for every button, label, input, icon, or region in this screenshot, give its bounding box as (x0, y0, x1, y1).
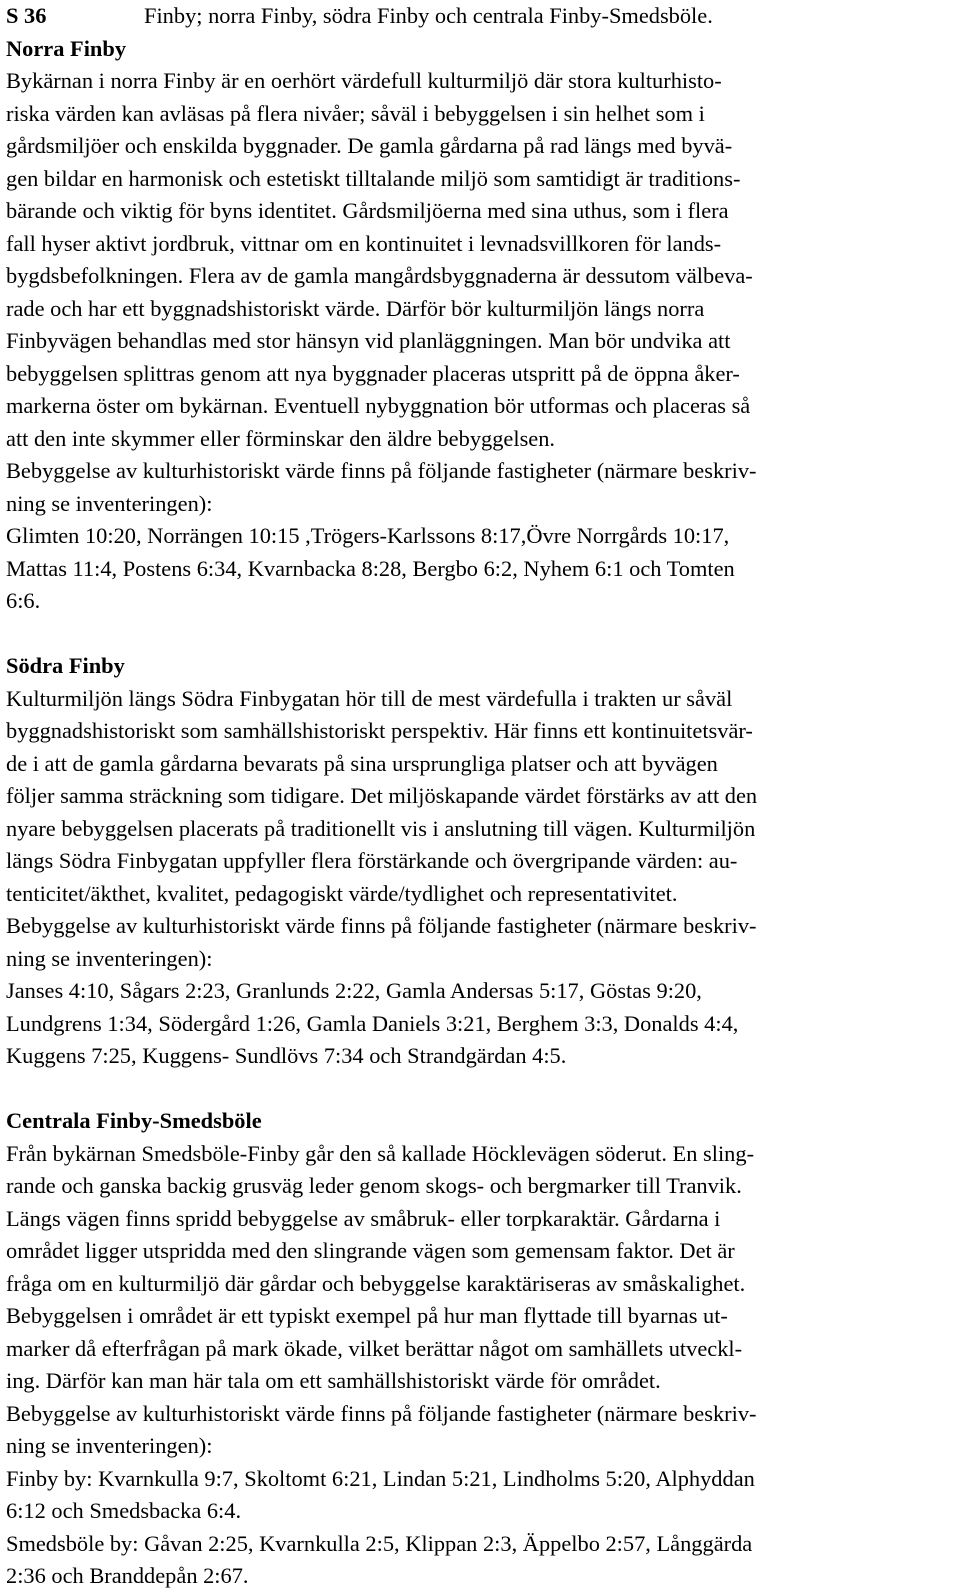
body-text-line: Bykärnan i norra Finby är en oerhört värdefull kulturmiljö där stora kulturhisto- (6, 68, 722, 93)
body-text-line: Smedsböle by: Gåvan 2:25, Kvarnkulla 2:5, Klippan 2:3, Äppelbo 2:57, Långgärda (6, 1530, 753, 1556)
body-text-line: Längs vägen finns spridd bebyggelse av småbruk- eller torpkaraktär. Gårdarna i (6, 1205, 721, 1231)
body-text-line: Glimten 10:20, Norrängen 10:15 ,Trögers-Karlssons 8:17,Övre Norrgårds 10:17, (6, 523, 730, 548)
document-page (6, 0, 950, 1593)
section-code: S 36 (6, 3, 47, 28)
document-body (6, 33, 950, 1593)
body-text-line: riska värden kan avläsas på flera nivåer; såväl i bebyggelsen i sin helhet som i (6, 100, 705, 126)
body-text-line: Kuggens 7:25, Kuggens- Sundlövs 7:34 och Strandgärdan 4:5. (6, 1043, 567, 1068)
body-text-line: ning se inventeringen): (6, 945, 213, 971)
body-text-line: Finbyvägen behandlas med stor hänsyn vid planläggningen. Man bör undvika att (6, 328, 731, 353)
body-text-line: Kulturmiljön längs Södra Finbygatan hör till de mest värdefulla i trakten ur såväl (6, 685, 733, 711)
body-text-line: Lundgrens 1:34, Södergård 1:26, Gamla Daniels 3:21, Berghem 3:3, Donalds 4:4, (6, 1010, 739, 1036)
body-text-line: bygdsbefolkningen. Flera av de gamla mangårdsbyggnaderna är dessutom välbeva- (6, 263, 753, 288)
body-text-line: Från bykärnan Smedsböle-Finby går den så kallade Höcklevägen söderut. En sling- (6, 1140, 755, 1166)
body-text-line: att den inte skymmer eller förminskar den äldre bebyggelsen. (6, 425, 556, 451)
body-text-line: Bebyggelse av kulturhistoriskt värde finns på följande fastigheter (närmare beskriv- (6, 913, 757, 938)
body-text-line: tenticitet/äkthet, kvalitet, pedagogiskt värde/tydlighet och representativitet. (6, 880, 678, 906)
section-heading: Centrala Finby-Smedsböle (6, 1108, 262, 1133)
section-heading: Södra Finby (6, 653, 125, 678)
body-text-line: bärande och viktig för byns identitet. Gårdsmiljöerna med sina uthus, som i flera (6, 198, 729, 223)
body-text-line: marker då efterfrågan på mark ökade, vilket berättar något om samhällets utveckl- (6, 1335, 743, 1361)
body-text-line: Mattas 11:4, Postens 6:34, Kvarnbacka 8:28, Bergbo 6:2, Nyhem 6:1 och Tomten (6, 555, 735, 581)
body-text-line: Janses 4:10, Sågars 2:23, Granlunds 2:22, Gamla Andersas 5:17, Göstas 9:20, (6, 978, 702, 1003)
body-text-line: de i att de gamla gårdarna bevarats på sina ursprungliga platser och att byvägen (6, 750, 718, 776)
body-text-line: gen bildar en harmonisk och estetiskt tilltalande miljö som samtidigt är traditions- (6, 165, 741, 191)
body-text-line: Finby by: Kvarnkulla 9:7, Skoltomt 6:21, Lindan 5:21, Lindholms 5:20, Alphyddan (6, 1465, 755, 1491)
body-text-line: byggnadshistoriskt som samhällshistoriskt perspektiv. Här finns ett kontinuitetsvär- (6, 718, 753, 743)
document-title: Finby; norra Finby, södra Finby och centrala Finby-Smedsböle. (144, 3, 713, 28)
body-text-line: följer samma sträckning som tidigare. Det miljöskapande värdet förstärks av att den (6, 783, 758, 808)
body-text-line: gårdsmiljöer och enskilda byggnader. De gamla gårdarna på rad längs med byvä- (6, 133, 733, 158)
body-text-line: området ligger utspridda med den slingrande vägen som gemensam faktor. Det är (6, 1238, 735, 1263)
section-spacer (6, 1073, 950, 1106)
document-header (6, 0, 950, 33)
body-text-line: 6:12 och Smedsbacka 6:4. (6, 1498, 242, 1523)
body-text-line: 2:36 och Branddepån 2:67. (6, 1563, 249, 1588)
body-text-line: längs Södra Finbygatan uppfyller flera förstärkande och övergripande värden: au- (6, 848, 738, 873)
section-heading: Norra Finby (6, 35, 127, 61)
section-spacer (6, 618, 950, 651)
body-text-line: bebyggelsen splittras genom att nya byggnader placeras utspritt på de öppna åker- (6, 360, 740, 386)
body-text-line: 6:6. (6, 588, 41, 613)
body-text-line: Bebyggelse av kulturhistoriskt värde finns på följande fastigheter (närmare beskriv- (6, 1400, 757, 1426)
body-text-line: fråga om en kulturmiljö där gårdar och bebyggelse karaktäriseras av småskalighet. (6, 1270, 746, 1296)
body-text-line: ing. Därför kan man här tala om ett samhällshistoriskt värde för området. (6, 1368, 661, 1393)
body-text-line: ning se inventeringen): (6, 490, 213, 516)
body-text-line: fall hyser aktivt jordbruk, vittnar om en kontinuitet i levnadsvillkoren för lands- (6, 230, 722, 256)
body-text-line: markerna öster om bykärnan. Eventuell nybyggnation bör utformas och placeras så (6, 393, 751, 418)
body-text-line: rande och ganska backig grusväg leder genom skogs- och bergmarker till Tranvik. (6, 1173, 742, 1198)
body-text-line: nyare bebyggelsen placerats på traditionellt vis i anslutning till vägen. Kulturmiljön (6, 815, 756, 841)
body-text-line: ning se inventeringen): (6, 1433, 213, 1458)
body-text-line: Bebyggelse av kulturhistoriskt värde finns på följande fastigheter (närmare beskriv- (6, 458, 757, 483)
body-text-line: rade och har ett byggnadshistoriskt värde. Därför bör kulturmiljön längs norra (6, 295, 705, 321)
body-text-line: Bebyggelsen i området är ett typiskt exempel på hur man flyttade till byarnas ut- (6, 1303, 728, 1328)
